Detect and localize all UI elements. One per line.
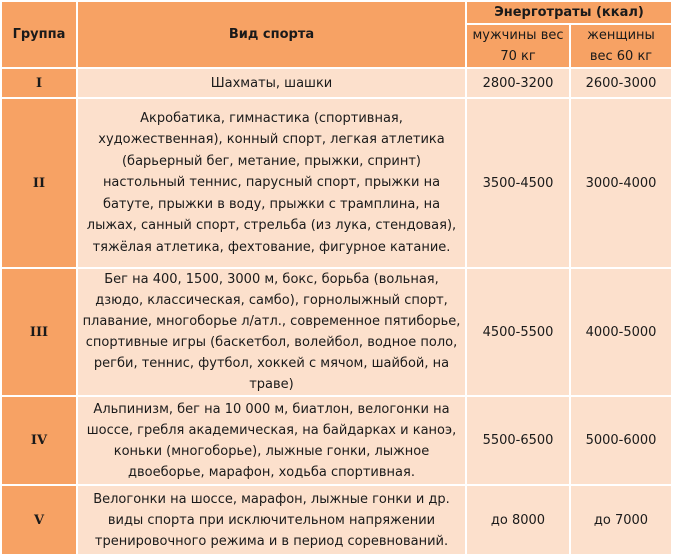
header-women: женщины вес 60 кг [570,24,672,68]
header-group: Группа [1,1,77,68]
group-cell: III [1,268,77,396]
sport-cell: Акробатика, гимнастика (спортивная, художественная), конный спорт, легкая атлетика (барьерный бег, метание, прыжки, спринт) настольный теннис, парусный спорт, прыжки на батуте, прыжки в воду, прыжки с трамплина, на лыжах, санный спорт, стрельба (из лука, стендовая), тяжёлая атлетика, фехтование, фигурное катание. [77,98,466,268]
header-row-top [1,1,672,24]
table-row [1,485,672,555]
group-cell: I [1,68,77,98]
header-men: мужчины вес 70 кг [466,24,570,68]
header-sport: Вид спорта [77,1,466,68]
men-energy-cell: 2800-3200 [466,68,570,98]
women-energy-cell: 3000-4000 [570,98,672,268]
table-row [1,98,672,268]
men-energy-cell: до 8000 [466,485,570,555]
header-energy: Энерготраты (ккал) [466,1,672,24]
group-cell: II [1,98,77,268]
women-energy-cell: 5000-6000 [570,396,672,485]
men-energy-cell: 4500-5500 [466,268,570,396]
sport-cell: Альпинизм, бег на 10 000 м, биатлон, велогонки на шоссе, гребля академическая, на байдарках и каноэ, коньки (многоборье), лыжные гонки, лыжное двоеборье, марафон, ходьба спортивная. [77,396,466,485]
women-energy-cell: до 7000 [570,485,672,555]
table-row [1,268,672,396]
women-energy-cell: 2600-3000 [570,68,672,98]
table-row [1,68,672,98]
men-energy-cell: 5500-6500 [466,396,570,485]
sport-cell: Велогонки на шоссе, марафон, лыжные гонки и др. виды спорта при исключительном напряжении тренировочного режима и в период соревнований. [77,485,466,555]
group-cell: IV [1,396,77,485]
sport-cell: Бег на 400, 1500, 3000 м, бокс, борьба (вольная, дзюдо, классическая, самбо), горнолыжный спорт, плавание, многоборье л/атл., современное пятиборье, спортивные игры (баскетбол, волейбол, водное поло, регби, теннис, футбол, хоккей с мячом, шайбой, на траве) [77,268,466,396]
table-row [1,396,672,485]
men-energy-cell: 3500-4500 [466,98,570,268]
sport-cell: Шахматы, шашки [77,68,466,98]
group-cell: V [1,485,77,555]
women-energy-cell: 4000-5000 [570,268,672,396]
